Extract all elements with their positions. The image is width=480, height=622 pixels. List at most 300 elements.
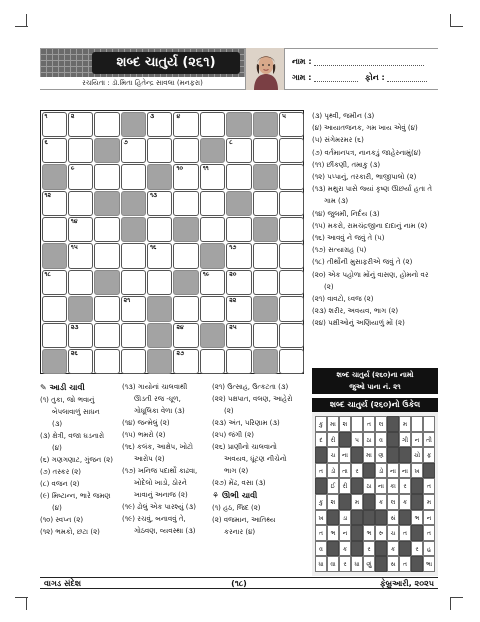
solution-cell: ભ: [363, 525, 375, 541]
solution-cell-blocked: [411, 494, 423, 510]
clue-number: ૩: [150, 112, 155, 120]
grid-cell[interactable]: [200, 112, 225, 137]
grid-cell[interactable]: [68, 270, 93, 295]
grid-cell[interactable]: [42, 270, 67, 295]
clue-number: ૨૭: [176, 350, 185, 358]
solution-cell-blocked: [423, 463, 435, 479]
solution-cell: ન: [423, 510, 435, 526]
solution-cell: ણ: [375, 447, 387, 463]
grid-cell[interactable]: [253, 191, 278, 216]
grid-cell-blocked: [147, 296, 172, 321]
clue-line: (૨૨) પક્ષપાત, વલણ, આહેરો: [212, 395, 293, 403]
solution-cell: ચો: [411, 447, 423, 463]
grid-cell[interactable]: [253, 138, 278, 163]
clue-section-heading: [212, 489, 306, 502]
solution-cell: હ: [423, 541, 435, 557]
solution-cell: ઠા: [363, 478, 375, 494]
solution-cell: ડો: [375, 463, 387, 479]
solution-cell: વ: [375, 432, 387, 448]
grid-cell-blocked: [121, 217, 146, 242]
grid-cell-blocked: [94, 270, 119, 295]
solution-cell: પ: [351, 432, 363, 448]
crop-mark: [450, 26, 463, 27]
grid-cell[interactable]: [173, 164, 198, 189]
across-clues-column-2: [122, 381, 212, 537]
grid-cell[interactable]: [279, 138, 304, 163]
grid-cell[interactable]: [200, 296, 225, 321]
solution-cell: ઠા: [363, 432, 375, 448]
puzzle-header: [40, 48, 438, 90]
previous-solution-box: [312, 398, 438, 576]
grid-cell-blocked: [253, 296, 278, 321]
grid-cell[interactable]: [279, 164, 304, 189]
grid-cell[interactable]: [173, 243, 198, 268]
puzzle-title: શબ્દ ચાતુર્ય (૨૬૧): [92, 52, 240, 74]
solution-cell-blocked: [363, 494, 375, 510]
solution-cell: ચ: [387, 525, 399, 541]
solution-cell: ત: [315, 463, 327, 479]
author-photo: [245, 48, 285, 90]
solution-cell-blocked: [351, 447, 363, 463]
village-field[interactable]: [314, 74, 358, 82]
grid-cell[interactable]: [279, 191, 304, 216]
grid-cell-blocked: [147, 164, 172, 189]
grid-cell[interactable]: [121, 138, 146, 163]
clue-number: ૧૦: [176, 165, 184, 173]
grid-cell[interactable]: [279, 296, 304, 321]
section-heading-text: આડી ચાવી: [49, 383, 85, 392]
grid-cell[interactable]: [279, 112, 304, 137]
grid-cell[interactable]: [279, 349, 304, 374]
solution-cell-blocked: [327, 510, 339, 526]
grid-cell[interactable]: [226, 138, 251, 163]
clue-line: (૧૯) રચવું, બનાવવું તે,: [122, 515, 186, 523]
solution-cell-blocked: [411, 556, 423, 572]
grid-cell-blocked: [226, 191, 251, 216]
grid-cell[interactable]: [173, 191, 198, 216]
clue-line: (૧૨) ભમકો, છટા (૨): [40, 528, 100, 536]
clue-line: (૨૦) એક પહોળા મોંનું વાસણ, હોમનો વર: [312, 270, 429, 279]
solution-cell: મ: [423, 494, 435, 510]
clue-line: (૨૭) મેંઢ, વસા (૩): [212, 479, 266, 487]
clue-line: ગામ (૩): [324, 197, 349, 206]
solution-cell-blocked: [327, 541, 339, 557]
solution-cell: ત: [363, 416, 375, 432]
grid-cell[interactable]: [253, 323, 278, 348]
solution-cell-blocked: [387, 416, 399, 432]
clue-line: (૧૮) તીર્થોની મુસાફરીએ જવું તે (૨): [312, 258, 413, 267]
clue-line: ખાવાનું અનાજ (૨): [134, 491, 188, 499]
clue-number: ૨૧: [123, 297, 131, 305]
solution-cell: રુ: [375, 525, 387, 541]
clue-line: (૨૪) પક્ષીઓનું અણિયાળું મોં (૨): [312, 319, 405, 328]
clue-line: આરોપ (૨): [134, 455, 165, 463]
clue-number: ૮: [229, 138, 233, 146]
clue-number: ૨: [70, 112, 75, 120]
solution-cell: ગી: [399, 432, 411, 448]
clue-line: (૧) હઠ, જિદ (૨): [212, 504, 261, 512]
grid-cell[interactable]: [279, 270, 304, 295]
clue-line: (૮) વજન (૨): [40, 480, 80, 488]
clue-number: ૬: [44, 138, 48, 146]
author-credit: રચયિતા : ડૉ.મિતા હિતેન્દ્ર સાવલા (મનફરા): [82, 79, 203, 87]
clue-line: (૪): [52, 504, 62, 512]
solution-cell: ર: [411, 541, 423, 557]
solution-cell: ભ: [411, 510, 423, 526]
solution-cell-blocked: [351, 541, 363, 557]
grid-cell-blocked: [147, 323, 172, 348]
clue-number: ૨૪: [176, 323, 184, 331]
solution-cell: ર: [399, 478, 411, 494]
solution-cell: લ: [387, 494, 399, 510]
crop-mark: [450, 14, 462, 26]
clue-number: ૨૩: [70, 323, 79, 331]
solution-cell: ડા: [339, 510, 351, 526]
solution-cell: ક: [339, 541, 351, 557]
notice-line: જુઓ પાના નં. ૨૧: [349, 383, 401, 391]
clue-line: (૨૩) અંત, પરિણામ (૩): [212, 419, 280, 427]
solution-cell: મા: [327, 416, 339, 432]
grid-cell[interactable]: [42, 217, 67, 242]
clue-line: (૧૬) આવવું ને જવું તે (૫): [312, 234, 385, 243]
clue-number: ૪: [176, 112, 181, 120]
solution-cell: ન: [411, 432, 423, 448]
grid-cell-blocked: [94, 138, 119, 163]
grid-cell-blocked: [253, 349, 278, 374]
clue-line: (૩): [52, 420, 63, 428]
solution-grid: [315, 416, 435, 572]
grid-cell-blocked: [121, 112, 146, 137]
clue-line: (૪): [52, 444, 62, 452]
grid-cell-blocked: [226, 112, 251, 137]
solution-cell: ત: [423, 478, 435, 494]
across-clues-column-1: [40, 381, 120, 538]
grid-cell[interactable]: [68, 323, 93, 348]
solution-cell-blocked: [387, 447, 399, 463]
solution-cell-blocked: [363, 463, 375, 479]
clue-number: ૧૫: [70, 244, 78, 252]
solution-cell: ર: [339, 556, 351, 572]
grid-cell[interactable]: [94, 217, 119, 242]
crossword-grid: [40, 110, 304, 374]
notice-line: શબ્દ ચાતુર્ય (૨૬૦)ના નામો: [336, 371, 414, 379]
clue-line: (૧૨) પપ્પાનું, તરકારી, ભાજીપાલો (૨): [312, 173, 417, 182]
solution-cell-blocked: [315, 478, 327, 494]
grid-cell[interactable]: [253, 270, 278, 295]
solution-cell: રી: [327, 432, 339, 448]
clue-line: (૧૧) છીંકણી, તમાકુ (૩): [312, 160, 381, 169]
grid-cell[interactable]: [68, 112, 93, 137]
grid-cell-blocked: [200, 243, 225, 268]
grid-cell[interactable]: [68, 243, 93, 268]
solution-cell: ત: [399, 556, 411, 572]
solution-cell-blocked: [351, 525, 363, 541]
grid-cell[interactable]: [147, 243, 172, 268]
solution-cell-blocked: [375, 510, 387, 526]
clue-line: (૨૫) જંગી (૨): [212, 431, 254, 439]
clue-line: (૨) વજમાન, આતિથ્ય: [212, 516, 276, 524]
solution-cell-blocked: [399, 510, 411, 526]
grid-cell[interactable]: [226, 270, 251, 295]
clue-line: (૯) મિષ્ટાન્ન, ભારે જમણ: [40, 492, 111, 500]
across-clues-column-3: [212, 381, 306, 538]
solution-cell: મ: [351, 494, 363, 510]
solution-cell: કા: [387, 478, 399, 494]
grid-cell[interactable]: [68, 217, 93, 242]
grid-cell[interactable]: [173, 112, 198, 137]
clue-number: ૯: [70, 165, 75, 173]
grid-cell[interactable]: [147, 191, 172, 216]
solution-cell: ક: [387, 541, 399, 557]
solution-cell: ક: [399, 494, 411, 510]
clue-line: કરનાર (૪): [224, 528, 256, 536]
name-field[interactable]: [314, 58, 424, 66]
solution-cell-blocked: [339, 494, 351, 510]
clue-line: (૩) ક્ષેત્રી, વજા ઘડનારો: [40, 432, 105, 440]
crop-mark: [15, 598, 27, 610]
grid-cell[interactable]: [279, 323, 304, 348]
clue-number: ૧૨: [44, 191, 51, 199]
grid-cell[interactable]: [42, 138, 67, 163]
grid-cell[interactable]: [200, 191, 225, 216]
village-label: ગામ :: [292, 73, 312, 82]
clue-line: (૨૧) વાવટો, ધ્વજ (૨): [312, 295, 374, 304]
clue-line: (૧૪) જુલમી, નિર્દય (૩): [312, 209, 380, 218]
grid-cell[interactable]: [226, 296, 251, 321]
clue-number: ૧૬: [150, 244, 157, 252]
clue-line: (૧૩) ગાયોનાં ચાલવાથી: [122, 383, 188, 391]
clue-line: (૧૭) સત્યાગ્રહ (૫): [312, 246, 367, 255]
solution-cell-blocked: [363, 510, 375, 526]
solution-cell-blocked: [339, 432, 351, 448]
solution-cell: લ: [375, 416, 387, 432]
clue-number: ૨૦: [229, 270, 237, 278]
crop-mark: [450, 597, 463, 598]
footer-page-number: (૧૮): [231, 579, 247, 588]
grid-cell[interactable]: [42, 323, 67, 348]
solution-cell: તી: [423, 432, 435, 448]
grid-cell-blocked: [200, 323, 225, 348]
solution-cell: [351, 416, 363, 432]
grid-cell[interactable]: [147, 112, 172, 137]
clue-line: (૨૩) શરીર, અવયવ, ભાગ (૨): [312, 307, 399, 316]
grid-cell[interactable]: [94, 323, 119, 348]
clue-number: ૭: [123, 138, 128, 146]
solution-cell-blocked: [411, 478, 423, 494]
grid-cell[interactable]: [68, 349, 93, 374]
solution-cell: ખ: [315, 510, 327, 526]
grid-cell[interactable]: [226, 217, 251, 242]
grid-cell[interactable]: [200, 164, 225, 189]
solution-cell: ત: [423, 525, 435, 541]
grid-cell[interactable]: [68, 164, 93, 189]
solution-cell: ર: [363, 541, 375, 557]
clue-line: (૬) ગણગણાટ, ગુંજન (૨): [40, 456, 114, 464]
solution-cell: ક: [375, 494, 387, 510]
grid-cell[interactable]: [94, 164, 119, 189]
solution-cell: મ: [399, 416, 411, 432]
clue-line: (૧૦) સ્વપ્ન (૨): [40, 516, 84, 524]
clue-number: ૧૭: [229, 244, 237, 252]
grid-cell[interactable]: [68, 191, 93, 216]
solution-cell: રી: [339, 478, 351, 494]
solution-cell-blocked: [375, 556, 387, 572]
clue-line: ઊડતી રજ -ધૂળ,: [134, 395, 181, 403]
grid-cell[interactable]: [279, 217, 304, 242]
crop-mark: [15, 14, 27, 26]
footer-publication: વાગડ સંદેશ: [44, 579, 82, 588]
grid-cell[interactable]: [226, 323, 251, 348]
solution-cell: ણું: [363, 556, 375, 572]
grid-cell[interactable]: [42, 112, 67, 137]
solution-cell: ઈ: [327, 478, 339, 494]
grid-cell[interactable]: [200, 217, 225, 242]
phone-field[interactable]: [387, 74, 427, 82]
grid-cell[interactable]: [147, 270, 172, 295]
clue-line: (૧) તુકા, જો ભવાનું: [40, 396, 95, 404]
grid-cell[interactable]: [147, 138, 172, 163]
clue-line: (૨૧) ઉત્સાહ, ઉત્કટતા (૩): [212, 383, 289, 391]
grid-cell[interactable]: [121, 323, 146, 348]
solution-cell: ર: [351, 463, 363, 479]
grid-cell[interactable]: [121, 243, 146, 268]
clue-line: (૧૫) ભમરો (૨): [122, 431, 166, 439]
grid-cell-blocked: [42, 164, 67, 189]
clue-number: ૧૪: [70, 218, 78, 226]
grid-cell[interactable]: [226, 243, 251, 268]
crop-mark: [15, 26, 28, 27]
solution-title: શબ્દ ચાતુર્ય (૨૬૦)નો ઉકેલ: [312, 398, 438, 412]
solution-cell: સ: [387, 556, 399, 572]
clue-number: ૫: [282, 112, 286, 120]
solution-cell: ડો: [327, 463, 339, 479]
clue-line: (૧૭) ખનિજ પદાર્થો કાઢવા,: [122, 467, 198, 475]
solution-cell-blocked: [399, 541, 411, 557]
solution-cell: ધા: [351, 556, 363, 572]
clue-line: (૧૩) મથુરા પાસે જ્યાં કૃષ્ણ ઊછર્યા હતા તે: [312, 185, 432, 194]
solution-cell: ચ: [327, 447, 339, 463]
clue-line: અવયવ, ધૂંટણ નીચેનો: [224, 455, 287, 463]
grid-cell[interactable]: [253, 243, 278, 268]
solution-cell-blocked: [411, 525, 423, 541]
grid-cell[interactable]: [173, 138, 198, 163]
grid-cell[interactable]: [173, 296, 198, 321]
grid-cell[interactable]: [121, 270, 146, 295]
solution-cell: ના: [387, 463, 399, 479]
clue-line: (૧૯) ઢોલું એક પારશ્યું (૩): [122, 503, 196, 511]
solution-cell: ભા: [423, 556, 435, 572]
grid-cell[interactable]: [147, 217, 172, 242]
clue-number: ૧૯: [202, 270, 210, 278]
grid-cell[interactable]: [121, 349, 146, 374]
grid-cell[interactable]: [94, 243, 119, 268]
grid-cell[interactable]: [121, 296, 146, 321]
grid-cell-blocked: [42, 243, 67, 268]
solution-cell: ના: [339, 447, 351, 463]
clue-line: ભાગ (૨): [224, 467, 249, 475]
clue-line: (૨): [324, 282, 334, 291]
solution-cell: તા: [339, 463, 351, 479]
solution-cell-blocked: [351, 510, 363, 526]
phone-label: ફોન :: [365, 73, 385, 82]
grid-cell[interactable]: [121, 164, 146, 189]
grid-cell-blocked: [173, 217, 198, 242]
solution-cell-blocked: [399, 447, 411, 463]
clue-line: (૧૪) જન્મેલું (૨): [122, 419, 170, 427]
grid-cell[interactable]: [68, 138, 93, 163]
down-clues-list: [312, 110, 440, 330]
grid-cell[interactable]: [200, 349, 225, 374]
solution-cell: ન: [339, 525, 351, 541]
grid-cell[interactable]: [226, 164, 251, 189]
grid-cell[interactable]: [94, 349, 119, 374]
crop-mark: [450, 598, 462, 610]
previous-winners-notice: [312, 368, 438, 394]
grid-cell-blocked: [94, 191, 119, 216]
clue-number: ૨૫: [229, 323, 237, 331]
grid-cell-blocked: [173, 270, 198, 295]
clue-number: ૧: [44, 112, 48, 120]
solution-cell: સં: [387, 510, 399, 526]
crop-mark: [15, 597, 28, 598]
section-heading-text: ઊભી ચાવી: [221, 491, 258, 500]
grid-cell[interactable]: [42, 191, 67, 216]
grid-cell-blocked: [147, 349, 172, 374]
clue-line: (૭) તસ્કર (૨): [40, 468, 82, 476]
clue-line: ગોઠવણ, વ્યવસ્થા (૩): [134, 527, 196, 535]
grid-cell-blocked: [253, 217, 278, 242]
clue-section-heading: [40, 381, 120, 394]
clue-line: ગોધૂલિકા વેળા (૩): [134, 407, 185, 415]
solution-cell-blocked: [375, 541, 387, 557]
clue-line: (૧૫) મકરો, રામચંદ્રજીના દાદાનું નામ (૨): [312, 221, 428, 230]
grid-cell[interactable]: [94, 296, 119, 321]
solution-cell-blocked: [351, 478, 363, 494]
grid-cell[interactable]: [173, 323, 198, 348]
solution-cell: શ: [327, 494, 339, 510]
solution-cell: શ: [339, 416, 351, 432]
solution-cell: કુ: [315, 494, 327, 510]
solution-cell: [423, 416, 435, 432]
solution-cell: ત: [399, 525, 411, 541]
grid-cell-blocked: [68, 296, 93, 321]
clue-line: (૪) આયાતજનક, ગમ ખાય એવું (૪): [312, 124, 418, 133]
solution-cell-blocked: [315, 447, 327, 463]
grid-cell-blocked: [42, 349, 67, 374]
entry-form: [288, 48, 438, 90]
solution-cell: કુ: [315, 416, 327, 432]
grid-cell[interactable]: [173, 349, 198, 374]
clue-line: (૭) વર્તમાનપત્ર, નાનકડું જાહેરનામું(૪): [312, 148, 421, 157]
solution-cell: વ: [315, 541, 327, 557]
grid-cell[interactable]: [94, 112, 119, 137]
solution-cell: ખ: [411, 463, 423, 479]
grid-cell[interactable]: [279, 243, 304, 268]
village-row: [292, 72, 427, 84]
clue-number: ૨૬: [70, 350, 78, 358]
grid-cell[interactable]: [200, 270, 225, 295]
grid-cell[interactable]: [226, 349, 251, 374]
clue-line: (૧૬) કલંક, આક્ષેપ, ખોટો: [122, 443, 193, 451]
clue-line: (૨૬) પ્રાણીનો ચાલવાનો: [212, 443, 277, 451]
solution-cell-blocked: [387, 432, 399, 448]
clue-line: (૨): [224, 407, 234, 415]
section-flourish-icon: ✎: [40, 383, 50, 392]
clue-line: બેપલાવાળું સાધન: [52, 408, 100, 416]
solution-cell: મા: [363, 447, 375, 463]
grid-cell[interactable]: [42, 296, 67, 321]
solution-cell: ફ: [423, 447, 435, 463]
